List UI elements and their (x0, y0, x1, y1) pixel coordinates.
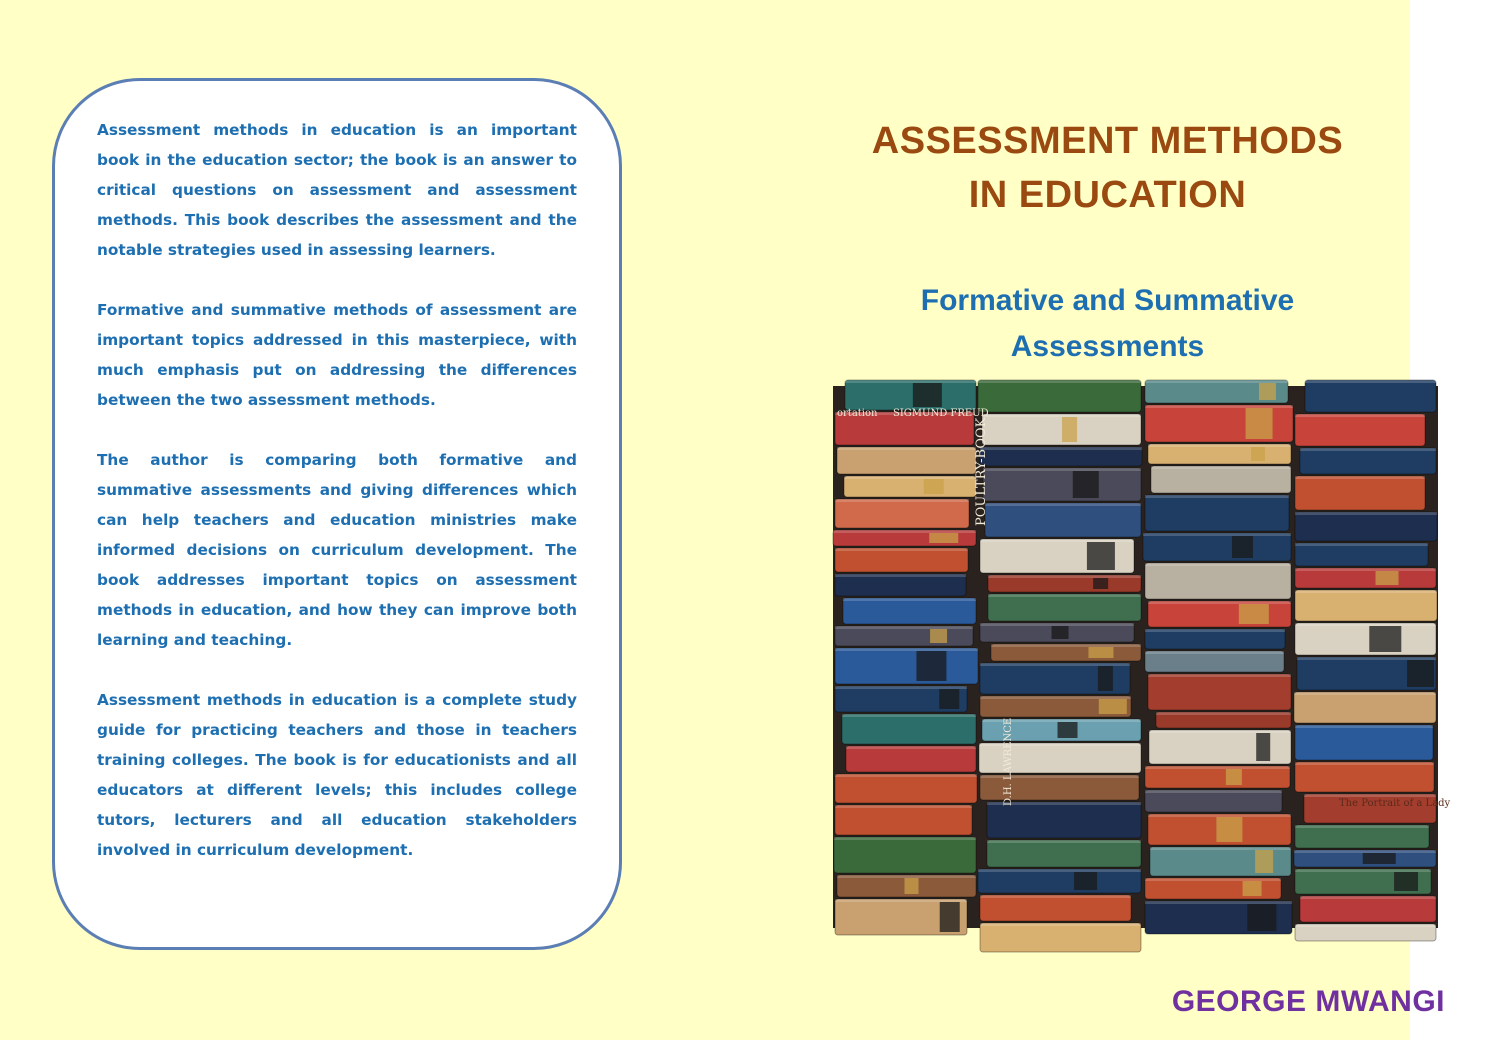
book-highlight (980, 696, 1131, 699)
book-spine (1145, 495, 1289, 531)
book-highlight (1295, 825, 1429, 828)
book-highlight (835, 626, 973, 629)
book-highlight (980, 539, 1134, 542)
book-spine (978, 380, 1141, 412)
book-spine (1145, 766, 1290, 788)
book-spine-title: The Portrait of a Lady (1339, 798, 1451, 809)
book-highlight (1148, 601, 1291, 604)
book-spine-label (1093, 578, 1108, 589)
book-highlight (1295, 590, 1437, 593)
book-highlight (1295, 568, 1436, 571)
book-highlight (1143, 533, 1291, 536)
book-highlight (835, 499, 969, 502)
book-highlight (1297, 657, 1436, 660)
stacked-books-icon (833, 386, 1451, 928)
book-highlight (835, 805, 972, 808)
book-spine (1305, 380, 1436, 412)
book-spine (1300, 896, 1436, 922)
book-spine (1295, 825, 1429, 848)
book-spine-label (1052, 626, 1069, 639)
book-highlight (980, 895, 1131, 898)
book-highlight (1295, 762, 1434, 765)
book-highlight (834, 837, 976, 840)
book-spine (980, 895, 1131, 921)
book-spine (842, 714, 976, 744)
book-highlight (988, 575, 1141, 578)
book-spine (835, 548, 968, 572)
book-spine-label (1369, 626, 1401, 652)
book-spine (1300, 448, 1436, 474)
book-spine (1295, 543, 1428, 566)
book-spine-label (1246, 408, 1273, 439)
book-highlight (980, 663, 1130, 666)
back-cover-blurb (52, 78, 622, 950)
book-spine-label (1363, 853, 1396, 864)
book-highlight (1145, 790, 1282, 793)
book-highlight (1145, 651, 1284, 654)
book-highlight (833, 530, 976, 533)
book-spine (980, 923, 1141, 952)
book-highlight (1305, 380, 1436, 383)
book-highlight (1295, 623, 1436, 626)
book-highlight (980, 923, 1141, 926)
book-highlight (985, 503, 1141, 506)
book-spine (834, 837, 976, 873)
blurb-paragraph-4: Assessment methods in education is a complete study guide for practicing teachers and those in teachers training colleges. The book is for educationists and all educators at different levels; this includes college tutors, lecturers and all education stakeholders involved in curriculum development. (97, 691, 577, 859)
book-highlight (1304, 794, 1436, 797)
book-spine-label (1074, 872, 1097, 890)
book-highlight (1149, 730, 1291, 733)
book-spine-label (1243, 881, 1262, 896)
book-spine (1145, 790, 1282, 812)
book-spine-label (1239, 604, 1269, 624)
book-highlight (1294, 692, 1436, 695)
book-highlight (1295, 476, 1425, 479)
stacked-books-photo (833, 386, 1451, 928)
book-spine (1145, 563, 1291, 599)
book-spine-label (1256, 733, 1270, 761)
book-highlight (842, 714, 976, 717)
book-spine (835, 648, 978, 684)
book-spine-label (1232, 536, 1253, 558)
book-spine (835, 774, 977, 803)
book-highlight (1295, 725, 1433, 728)
book-spine-label (1259, 383, 1276, 400)
book-spine-label (1087, 542, 1115, 570)
book-highlight (1145, 563, 1291, 566)
book-spine (985, 503, 1141, 537)
book-highlight (1145, 405, 1293, 408)
book-spine-label (1251, 447, 1265, 461)
book-spine-label (1376, 571, 1399, 585)
book-spine (1295, 590, 1437, 621)
book-spine (987, 840, 1141, 867)
book-spine-label (1098, 666, 1113, 691)
book-subtitle-line-2: Assessments (1010, 330, 1205, 363)
book-spine (1295, 762, 1434, 792)
book-spine (837, 447, 976, 474)
book-spine-label (924, 479, 944, 494)
book-spine-label (1226, 769, 1242, 785)
book-highlight (1150, 847, 1291, 850)
book-highlight (1145, 629, 1285, 632)
book-spine (835, 805, 972, 835)
book-title (820, 114, 1395, 222)
blurb-paragraph-2: Formative and summative methods of assessment are important topics addressed in this masterpiece, with much emphasis put on addressing the differences between the two assessment methods. (97, 301, 577, 409)
book-spine-label (1058, 722, 1078, 738)
book-highlight (982, 414, 1141, 417)
book-highlight (835, 648, 978, 651)
book-spine-title: SIGMUND FREUD (893, 408, 989, 419)
book-spine-label (1255, 850, 1273, 873)
book-highlight (1156, 712, 1291, 715)
book-highlight (1294, 850, 1436, 853)
book-spine-label (916, 651, 946, 681)
book-highlight (1148, 444, 1291, 447)
book-spine-label (1394, 872, 1418, 891)
book-highlight (835, 774, 977, 777)
book-highlight (837, 875, 976, 878)
book-spine (988, 594, 1141, 621)
book-title-line-1: ASSESSMENT METHODS (871, 120, 1344, 162)
book-spine (1148, 601, 1291, 627)
book-highlight (843, 598, 976, 601)
book-spine-title: D.H. LAWRENCE (1003, 717, 1014, 806)
book-spine-label (1407, 660, 1434, 687)
book-spine-title: POULTRY-BOOK (974, 417, 989, 526)
book-spine (1295, 414, 1425, 446)
book-spine (843, 598, 976, 624)
book-highlight (1148, 674, 1291, 677)
book-highlight (1295, 543, 1428, 546)
book-highlight (1300, 896, 1436, 899)
book-spine-label (930, 629, 947, 643)
book-spine (844, 476, 976, 497)
book-spine (1295, 725, 1433, 760)
book-highlight (978, 380, 1141, 383)
book-highlight (837, 447, 976, 450)
blurb-paragraph-1: Assessment methods in education is an important book in the education sector; the book is an answer to critical questions on assessment and assessment methods. This book describes the assessment and the notable strategies used in assessing learners. (97, 121, 577, 259)
book-spine (1143, 533, 1291, 561)
book-spine (845, 380, 976, 410)
book-spine-label (1073, 471, 1099, 498)
book-highlight (1145, 380, 1288, 383)
book-spine (1295, 476, 1425, 510)
book-highlight (988, 594, 1141, 597)
book-highlight (1295, 924, 1436, 927)
book-spine (1151, 466, 1291, 493)
book-spine-label (913, 383, 942, 407)
book-spine (978, 869, 1141, 893)
book-spine (1295, 623, 1436, 655)
blurb-paragraph-3: The author is comparing both formative and summative assessments and giving differences which can help teachers and education ministries make informed decisions on curriculum development. The book addresses important topics on assessment methods in education, and how they can improve both learning and teaching. (97, 451, 577, 649)
book-highlight (983, 468, 1141, 471)
book-spine (1294, 692, 1436, 723)
book-spine (1145, 651, 1284, 672)
author-name: GEORGE MWANGI (1171, 985, 1445, 1018)
book-spine-label (1099, 699, 1127, 714)
book-spine (987, 802, 1141, 838)
book-spine (1148, 674, 1291, 710)
book-highlight (1145, 766, 1290, 769)
book-highlight (835, 686, 967, 689)
book-highlight (845, 380, 976, 383)
book-title-line-2: IN EDUCATION (968, 174, 1247, 216)
book-highlight (987, 840, 1141, 843)
book-highlight (1295, 512, 1437, 515)
book-highlight (1148, 814, 1291, 817)
book-spine-label (929, 533, 958, 543)
book-highlight (835, 548, 968, 551)
book-spine-label (1062, 417, 1077, 442)
book-spine (835, 499, 969, 528)
book-spine (846, 746, 976, 772)
book-spine-title: ortation (837, 408, 878, 419)
book-subtitle (820, 278, 1395, 370)
book-highlight (980, 623, 1134, 626)
book-highlight (1145, 901, 1292, 904)
book-spine (983, 468, 1141, 501)
book-highlight (980, 447, 1142, 450)
book-subtitle-line-1: Formative and Summative (920, 284, 1295, 317)
book-spine (982, 414, 1141, 445)
book-spine (1295, 512, 1437, 541)
book-spine-label (905, 878, 919, 894)
book-highlight (991, 644, 1141, 647)
book-highlight (1300, 448, 1436, 451)
book-highlight (844, 476, 976, 479)
book-highlight (1295, 869, 1431, 872)
book-highlight (1151, 466, 1291, 469)
book-spine-label (1088, 647, 1113, 658)
book-highlight (978, 869, 1141, 872)
book-highlight (1295, 414, 1425, 417)
book-highlight (1145, 495, 1289, 498)
book-highlight (846, 746, 976, 749)
book-highlight (835, 574, 966, 577)
book-highlight (835, 899, 967, 902)
book-spine-label (1216, 817, 1242, 842)
book-spine-label (940, 902, 960, 932)
book-spine-label (1247, 904, 1276, 931)
book-highlight (1145, 878, 1281, 881)
book-spine-label (939, 689, 959, 709)
book-spine (835, 574, 966, 596)
